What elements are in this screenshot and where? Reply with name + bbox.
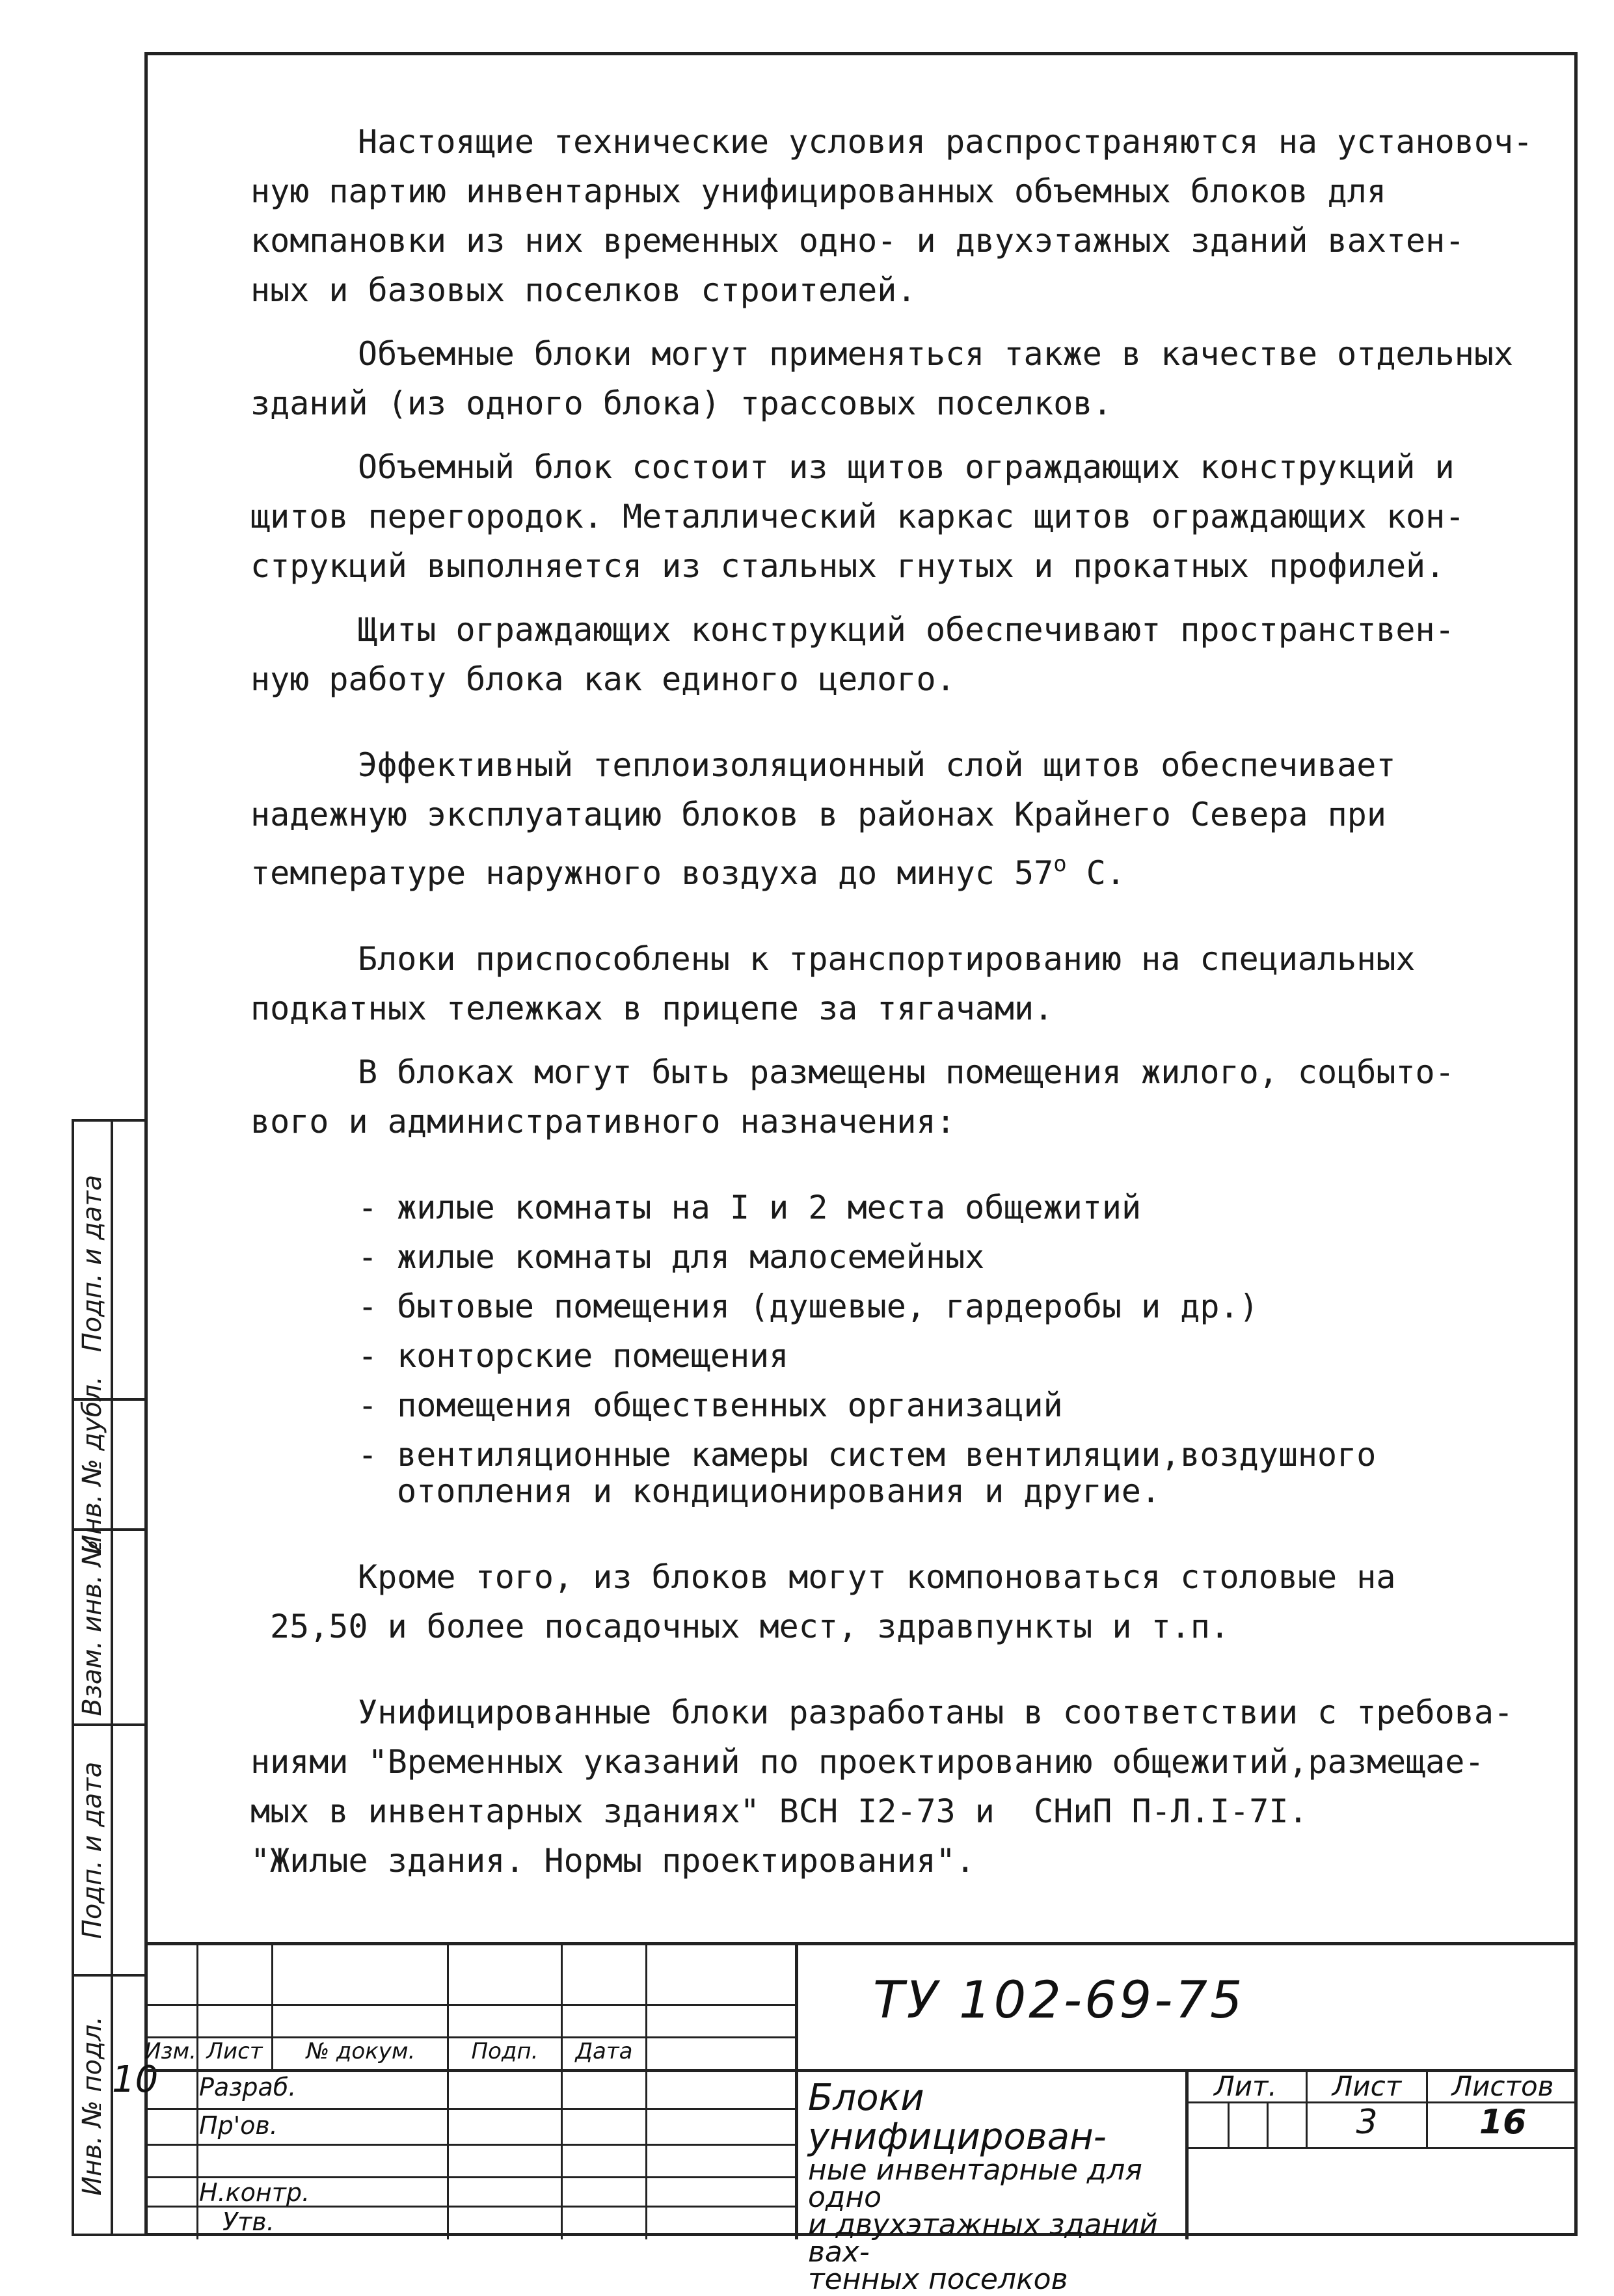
col-change: Изм.: [144, 2038, 196, 2064]
dup-inventory-label: Инв. № дубл.: [77, 1375, 108, 1554]
role-norm-control: Н.контр.: [199, 2178, 310, 2207]
list-item: - вентиляционные камеры систем вентиляции,воздушного: [358, 1436, 1377, 1474]
text-line: Блоки приспособлены к транспортированию на специальных: [358, 940, 1416, 978]
col-sheet: Лист: [206, 2038, 263, 2064]
list-item: - помещения общественных организаций: [358, 1386, 1063, 1424]
text-line: компановки из них временных одно- и двухэтажных зданий вахтен-: [250, 222, 1465, 260]
list-item: - жилые комнаты для малосемейных: [358, 1238, 985, 1276]
paragraph-rooms: [250, 1047, 1545, 1146]
text-line: струкций выполняется из стальных гнутых и прокатных профилей.: [250, 547, 1446, 585]
lit-label: Лит.: [1214, 2070, 1277, 2102]
paragraph-application: [250, 329, 1545, 428]
col-date: Дата: [575, 2038, 633, 2064]
paragraph-insulation: [250, 740, 1545, 898]
title-line: Блоки унифицирован-: [808, 2077, 1107, 2158]
paragraph-canteens: [250, 1552, 1545, 1651]
sign-date-label: Подп. и дата: [77, 1761, 108, 1939]
text-line: ных и базовых поселков строителей.: [250, 271, 917, 309]
text-line: Кроме того, из блоков могут компоноваться столовые на: [358, 1558, 1396, 1596]
sign-date-label: Подп. и дата: [77, 1174, 108, 1352]
degree-sign: о: [1053, 851, 1067, 877]
paragraph-transport: [250, 934, 1545, 1033]
text-line: "Жилые здания. Нормы проектирования".: [250, 1842, 975, 1880]
list-item: - конторские помещения: [358, 1337, 789, 1375]
text-line: щитов перегородок. Металлический каркас щитов ограждающих кон-: [250, 498, 1465, 535]
text-line: Объемные блоки могут применяться также в качестве отдельных: [358, 335, 1514, 373]
text-line: [250, 839, 1545, 898]
text-line: Объемный блок состоит из щитов ограждающих конструкций и: [358, 448, 1455, 486]
sheets-count: 16: [1479, 2103, 1527, 2142]
text-line: вого и административного назначения:: [250, 1103, 956, 1141]
text-line: Унифицированные блоки разработаны в соответствии с требова-: [358, 1694, 1514, 1731]
sheet-label: Лист: [1332, 2070, 1402, 2102]
document-title: [808, 2077, 1185, 2296]
temperature-unit: С.: [1066, 854, 1126, 892]
text-line: Настоящие технические условия распространяются на установоч-: [358, 123, 1533, 161]
temperature-text: температуре наружного воздуха до минус 57: [250, 854, 1054, 892]
role-approved: Утв.: [222, 2208, 275, 2236]
paragraph-scope: [250, 117, 1545, 315]
text-line: ную работу блока как единого целого.: [250, 660, 956, 698]
replaced-inventory-label: Взам. инв. №: [77, 1539, 107, 1716]
role-developer: Разраб.: [199, 2073, 297, 2101]
list-item: - бытовые помещения (душевые, гардеробы и др.): [358, 1288, 1259, 1325]
title-line: тенных поселков: [808, 2263, 1068, 2296]
role-checker: Пр'ов.: [199, 2111, 278, 2140]
paragraph-panels: [250, 605, 1545, 704]
text-line: мых в инвентарных зданиях" ВСН I2-73 и СНиП П-Л.I-7I.: [250, 1792, 1308, 1830]
title-line: ные инвентарные для одно: [808, 2154, 1142, 2214]
paragraph-composition: [250, 442, 1545, 591]
text-line: зданий (из одного блока) трассовых поселков.: [250, 385, 1112, 422]
handwritten-number: 10: [112, 2059, 159, 2101]
sheet-number: 3: [1356, 2103, 1378, 2142]
text-line: 25,50 и более посадочных мест, здравпункты и т.п.: [270, 1608, 1230, 1645]
text-line: надежную эксплуатацию блоков в районах Крайнего Севера при: [250, 796, 1386, 833]
document-body: [250, 117, 1545, 1885]
text-line: подкатных тележках в прицепе за тягачами.: [250, 990, 1054, 1027]
text-line: Щиты ограждающих конструкций обеспечивают пространствен-: [358, 611, 1455, 649]
list-item: - жилые комнаты на I и 2 места общежитий: [358, 1189, 1142, 1226]
list-item-continuation: отопления и кондиционирования и другие.: [397, 1472, 1161, 1510]
document-code: ТУ 102-69-75: [873, 1971, 1245, 2030]
sheets-label: Листов: [1451, 2070, 1554, 2102]
title-block: [144, 1942, 1578, 2296]
title-line: и двухэтажных зданий вах-: [808, 2208, 1158, 2269]
text-line: В блоках могут быть размещены помещения жилого, соцбыто-: [358, 1053, 1455, 1091]
col-sign: Подп.: [471, 2038, 539, 2064]
paragraph-standards: [250, 1688, 1545, 1885]
room-list: [250, 1183, 1545, 1516]
text-line: Эффективный теплоизоляционный слой щитов обеспечивает: [358, 746, 1396, 784]
text-line: ниями "Временных указаний по проектированию общежитий,размещае-: [250, 1743, 1485, 1781]
side-stamp-strip: [72, 1119, 159, 2236]
col-doc-no: № докум.: [306, 2038, 416, 2064]
text-line: ную партию инвентарных унифицированных объемных блоков для: [250, 172, 1386, 210]
original-inventory-label: Инв. № подл.: [77, 2016, 107, 2196]
